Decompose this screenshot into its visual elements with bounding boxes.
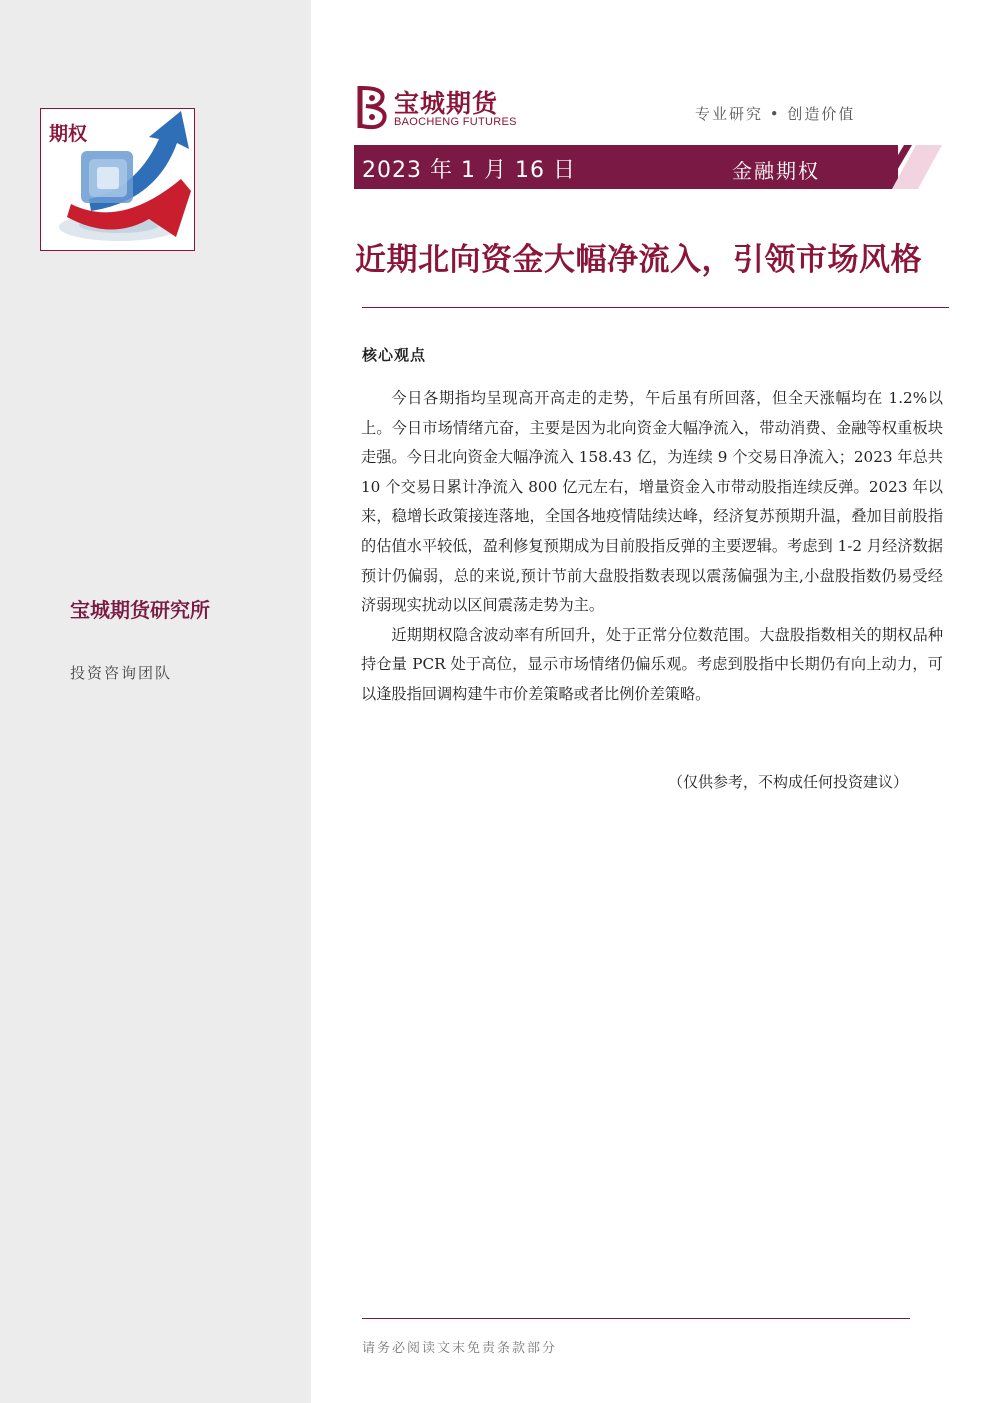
logo-mark-icon xyxy=(356,84,390,130)
title-divider xyxy=(362,307,949,308)
organization-name: 宝城期货研究所 xyxy=(70,598,210,622)
report-date: 2023 年 1 月 16 日 xyxy=(362,158,576,183)
disclaimer: （仅供参考，不构成任何投资建议） xyxy=(668,773,909,791)
banner-stripes xyxy=(860,145,942,189)
cover-tag: 期权 xyxy=(49,123,88,145)
logo-english-name: BAOCHENG FUTURES xyxy=(394,116,517,128)
report-title: 近期北向资金大幅净流入，引领市场风格 xyxy=(355,242,922,278)
report-body xyxy=(361,384,943,710)
logo-chinese-name: 宝城期货 xyxy=(394,89,499,118)
paragraph: 今日各期指均呈现高开高走的走势，午后虽有所回落，但全天涨幅均在 1.2%以上。今日市场情绪亢奋，主要是因为北向资金大幅净流入，带动消费、金融等权重板块走强。今日北向资金大幅净流入 158.43 亿，为连续 9 个交易日净流入；2023 年总共 10 个交易日累计净流入 800 亿元左右，增量资金入市带动股指连续反弹。2023 年以来，稳增长政策接连落地，全国各地疫情陆续达峰，经济复苏预期升温，叠加目前股指的估值水平较低，盈利修复预期成为目前股指反弹的主要逻辑。考虑到 1-2 月经济数据预计仍偏弱，总的来说,预计节前大盘股指数表现以震荡偏强为主,小盘股指数仍易受经济弱现实扰动以区间震荡走势为主。 xyxy=(361,389,943,615)
footer-divider xyxy=(362,1318,910,1319)
slogan: 专业研究 • 创造价值 xyxy=(695,105,856,123)
team-name: 投资咨询团队 xyxy=(70,664,173,682)
section-heading: 核心观点 xyxy=(362,346,427,364)
company-logo xyxy=(356,84,526,132)
report-category: 金融期权 xyxy=(732,159,820,183)
footer-note: 请务必阅读文末免责条款部分 xyxy=(362,1341,558,1356)
sidebar xyxy=(0,0,311,1403)
cover-image xyxy=(40,108,195,251)
paragraph: 近期期权隐含波动率有所回升，处于正常分位数范围。大盘股指数相关的期权品种持仓量 PCR 处于高位，显示市场情绪仍偏乐观。考虑到股指中长期仍有向上动力，可以逢股指回调构建牛市价差策略或者比例价差策略。 xyxy=(361,625,943,703)
